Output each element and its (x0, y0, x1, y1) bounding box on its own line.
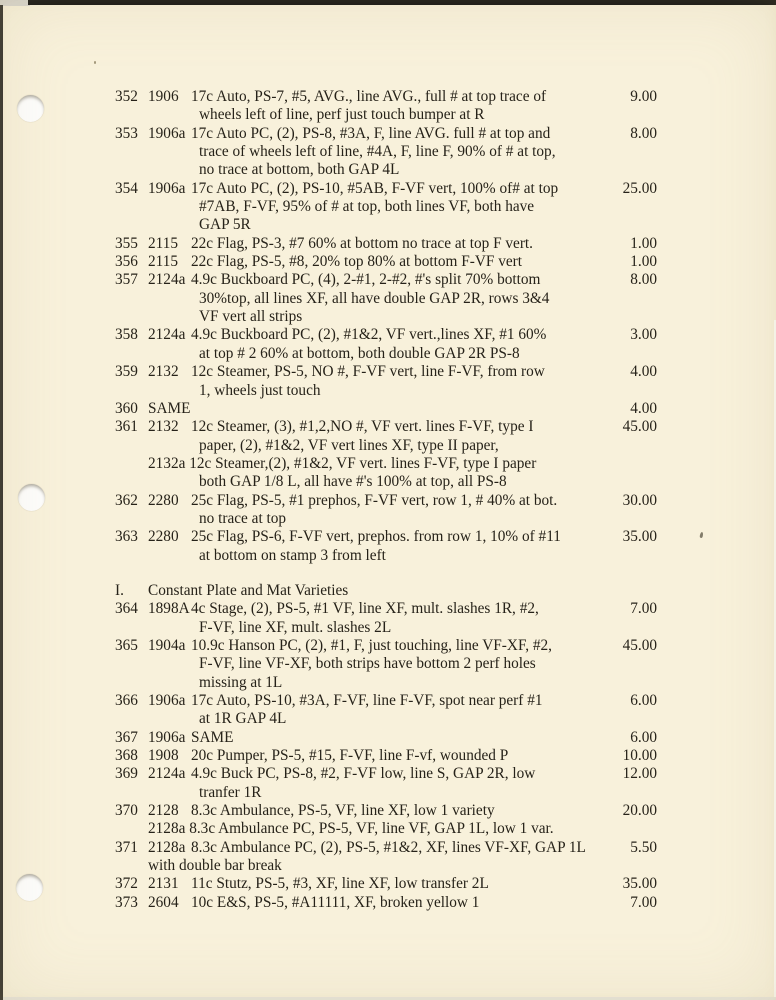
lot-price: 25.00 (622, 179, 657, 197)
lot-description: 4c Stage, (2), PS-5, #1 VF, line XF, mult. slashes 1R, #2, (191, 600, 539, 618)
catalog-number: 2115 (148, 253, 179, 271)
lot-row-370-continuation (0, 820, 776, 838)
lot-row-357-continuation (0, 308, 776, 326)
lot-price: 30.00 (622, 491, 657, 509)
lot-row-364-continuation (0, 619, 776, 637)
lot-number: 368 (115, 747, 138, 765)
lot-row-354 (0, 180, 776, 198)
lot-price: 7.00 (630, 600, 657, 618)
price-list (0, 88, 776, 912)
lot-description: 11c Stutz, PS-5, #3, XF, line XF, low transfer 2L (191, 875, 489, 893)
lot-number: 362 (115, 491, 138, 509)
lot-row-371-continuation (0, 857, 776, 875)
lot-row-352 (0, 88, 776, 106)
lot-description-continued: 2132a 12c Steamer,(2), #1&2, VF vert. lines F-VF, type I paper (148, 454, 537, 472)
lot-description-continued: no trace at top (199, 509, 287, 527)
lot-number: 367 (115, 728, 138, 746)
lot-row-373 (0, 894, 776, 912)
lot-row-362 (0, 492, 776, 510)
lot-price: 8.00 (630, 124, 657, 142)
lot-row-366-continuation (0, 710, 776, 728)
lot-description: 17c Auto, PS-7, #5, AVG., line AVG., full # at top trace of (191, 88, 547, 105)
lot-row-370 (0, 802, 776, 820)
lot-number: 360 (115, 399, 138, 417)
catalog-number: 2280 (148, 528, 179, 546)
lot-row-358 (0, 326, 776, 344)
lot-description-continued: 1, wheels just touch (199, 381, 321, 399)
catalog-number: 1906a (148, 124, 186, 142)
lot-description-continued: missing at 1L (199, 673, 283, 691)
catalog-number: 1906 (148, 88, 179, 105)
lot-number: 365 (115, 636, 138, 654)
lot-row-361-continuation (0, 473, 776, 491)
lot-row-354-continuation (0, 216, 776, 234)
lot-price: 4.00 (630, 399, 657, 417)
lot-number: 353 (115, 124, 138, 142)
lot-number: 361 (115, 418, 138, 436)
catalog-number: 2115 (148, 234, 179, 252)
lot-description: 12c Steamer, PS-5, NO #, F-VF vert, line F-VF, from row (191, 363, 545, 381)
lot-row-352-continuation (0, 106, 776, 124)
section-numeral: I. (115, 581, 124, 599)
lot-description: 17c Auto, PS-10, #3A, F-VF, line F-VF, spot near perf #1 (191, 692, 543, 709)
lot-description: 10.9c Hanson PC, (2), #1, F, just touching, line VF-XF, #2, (191, 636, 552, 654)
lot-number: 359 (115, 363, 138, 381)
lot-row-365 (0, 637, 776, 655)
scan-edge-topleft (0, 0, 30, 6)
lot-price: 1.00 (630, 234, 657, 252)
catalog-number: 1906a (148, 692, 186, 709)
lot-description: 4.9c Buck PC, PS-8, #2, F-VF low, line S, GAP 2R, low (191, 765, 536, 783)
lot-description: 8.3c Ambulance PC, (2), PS-5, #1&2, XF, lines VF-XF, GAP 1L (191, 838, 586, 856)
lot-description: 20c Pumper, PS-5, #15, F-VF, line F-vf, wounded P (191, 747, 509, 765)
lot-row-361-continuation (0, 437, 776, 455)
section-spacer (0, 565, 776, 582)
stray-ink-speck (94, 61, 96, 64)
lot-price: 5.50 (630, 838, 657, 856)
scan-edge-top (28, 0, 776, 5)
lot-row-359 (0, 363, 776, 381)
lot-row-365-continuation (0, 674, 776, 692)
lot-row-354-continuation (0, 198, 776, 216)
lot-row-356 (0, 253, 776, 271)
lot-price: 7.00 (630, 893, 657, 911)
catalog-number: 2124a (148, 765, 186, 783)
lot-price: 35.00 (622, 875, 657, 893)
lot-description-continued: VF vert all strips (199, 308, 303, 326)
lot-price: 45.00 (622, 636, 657, 654)
lot-description-continued: wheels left of line, perf just touch bumper at R (199, 106, 485, 124)
section-header (0, 582, 776, 600)
lot-price: 20.00 (622, 802, 657, 820)
lot-row-362-continuation (0, 510, 776, 528)
lot-row-363-continuation (0, 547, 776, 565)
lot-row-369 (0, 765, 776, 783)
lot-number: 364 (115, 600, 138, 618)
lot-row-371 (0, 839, 776, 857)
lot-number: 373 (115, 893, 138, 911)
catalog-number: 2280 (148, 491, 179, 509)
lot-description-continued: at top # 2 60% at bottom, both double GAP 2R PS-8 (199, 344, 520, 362)
lot-description-continued: F-VF, line VF-XF, both strips have bottom 2 perf holes (199, 655, 536, 673)
lot-number: 352 (115, 88, 138, 105)
section-title: Constant Plate and Mat Varieties (148, 581, 349, 599)
lot-row-366 (0, 692, 776, 710)
lot-description-continued: tranfer 1R (199, 783, 262, 801)
lot-description: 8.3c Ambulance, PS-5, VF, line XF, low 1 variety (191, 802, 495, 820)
catalog-number: 1908 (148, 747, 179, 765)
lot-description-continued: GAP 5R (199, 216, 251, 234)
lot-price: 12.00 (622, 765, 657, 783)
lot-price: 4.00 (630, 363, 657, 381)
lot-description-continued: #7AB, F-VF, 95% of # at top, both lines VF, both have (199, 198, 535, 216)
catalog-number: 2124a (148, 326, 186, 344)
lot-row-353-continuation (0, 143, 776, 161)
lot-row-353 (0, 125, 776, 143)
lot-row-357 (0, 271, 776, 289)
lot-number: 354 (115, 179, 138, 197)
lot-row-367 (0, 729, 776, 747)
lot-description: 17c Auto PC, (2), PS-8, #3A, F, line AVG. full # at top and (191, 124, 551, 142)
catalog-number: SAME (148, 399, 191, 417)
lot-description-continued: both GAP 1/8 L, all have #'s 100% at top, all PS-8 (199, 473, 507, 491)
lot-description: 12c Steamer, (3), #1,2,NO #, VF vert. lines F-VF, type I (191, 418, 534, 436)
catalog-number: 2132 (148, 363, 179, 381)
lot-row-353-continuation (0, 161, 776, 179)
lot-description: 25c Flag, PS-5, #1 prephos, F-VF vert, row 1, # 40% at bot. (191, 491, 558, 509)
lot-number: 369 (115, 765, 138, 783)
lot-description: 22c Flag, PS-3, #7 60% at bottom no trace at top F vert. (191, 234, 534, 252)
lot-row-359-continuation (0, 382, 776, 400)
lot-row-361 (0, 418, 776, 436)
lot-row-365-continuation (0, 655, 776, 673)
catalog-number: 1904a (148, 636, 186, 654)
catalog-number: 2132 (148, 418, 179, 436)
catalog-number: 2128a (148, 838, 186, 856)
lot-description: 4.9c Buckboard PC, (2), #1&2, VF vert.,lines XF, #1 60% (191, 326, 547, 344)
lot-description-continued: F-VF, line XF, mult. slashes 2L (199, 618, 392, 636)
lot-number: 366 (115, 692, 138, 709)
lot-row-364 (0, 600, 776, 618)
lot-row-368 (0, 747, 776, 765)
lot-description: SAME (191, 728, 234, 746)
lot-description-continued: 30%top, all lines XF, all have double GAP 2R, rows 3&4 (199, 289, 550, 307)
lot-number: 371 (115, 838, 138, 856)
catalog-number: 1906a (148, 728, 186, 746)
lot-row-357-continuation (0, 290, 776, 308)
catalog-number: 2124a (148, 271, 186, 289)
lot-description: 10c E&S, PS-5, #A11111, XF, broken yellow 1 (191, 893, 480, 911)
lot-number: 358 (115, 326, 138, 344)
lot-description-continued: trace of wheels left of line, #4A, F, line F, 90% of # at top, (199, 143, 556, 161)
lot-price: 8.00 (630, 271, 657, 289)
lot-row-363 (0, 528, 776, 546)
lot-description-continued: at bottom on stamp 3 from left (199, 546, 386, 564)
lot-number: 355 (115, 234, 138, 252)
lot-price: 6.00 (630, 692, 657, 709)
lot-number: 357 (115, 271, 138, 289)
lot-description-continued: 2128a 8.3c Ambulance PC, PS-5, VF, line VF, GAP 1L, low 1 var. (148, 820, 554, 838)
lot-description: 25c Flag, PS-6, F-VF vert, prephos. from row 1, 10% of #11 (191, 528, 561, 546)
lot-row-372 (0, 875, 776, 893)
lot-number: 372 (115, 875, 138, 893)
lot-price: 45.00 (622, 418, 657, 436)
lot-row-369-continuation (0, 784, 776, 802)
lot-description: 17c Auto PC, (2), PS-10, #5AB, F-VF vert, 100% of# at top (191, 179, 559, 197)
lot-price: 35.00 (622, 528, 657, 546)
lot-row-358-continuation (0, 345, 776, 363)
lot-price: 9.00 (630, 88, 657, 105)
lot-description-continued: paper, (2), #1&2, VF vert lines XF, type II paper, (199, 436, 499, 454)
lot-price: 3.00 (630, 326, 657, 344)
catalog-number: 1898A (148, 600, 190, 618)
lot-price: 10.00 (622, 747, 657, 765)
lot-row-360 (0, 400, 776, 418)
lot-description-continued: with double bar break (148, 857, 282, 875)
lot-description-continued: at 1R GAP 4L (199, 710, 287, 728)
lot-number: 363 (115, 528, 138, 546)
lot-number: 370 (115, 802, 138, 820)
catalog-number: 2131 (148, 875, 179, 893)
catalog-number: 2128 (148, 802, 179, 820)
lot-price: 6.00 (630, 728, 657, 746)
lot-description-continued: no trace at bottom, both GAP 4L (199, 161, 400, 179)
lot-price: 1.00 (630, 253, 657, 271)
catalog-number: 1906a (148, 179, 186, 197)
lot-description: 4.9c Buckboard PC, (4), 2-#1, 2-#2, #'s split 70% bottom (191, 271, 541, 289)
lot-number: 356 (115, 253, 138, 271)
lot-description: 22c Flag, PS-5, #8, 20% top 80% at bottom F-VF vert (191, 253, 522, 271)
lot-row-355 (0, 235, 776, 253)
lot-row-361-continuation (0, 455, 776, 473)
catalog-number: 2604 (148, 893, 179, 911)
